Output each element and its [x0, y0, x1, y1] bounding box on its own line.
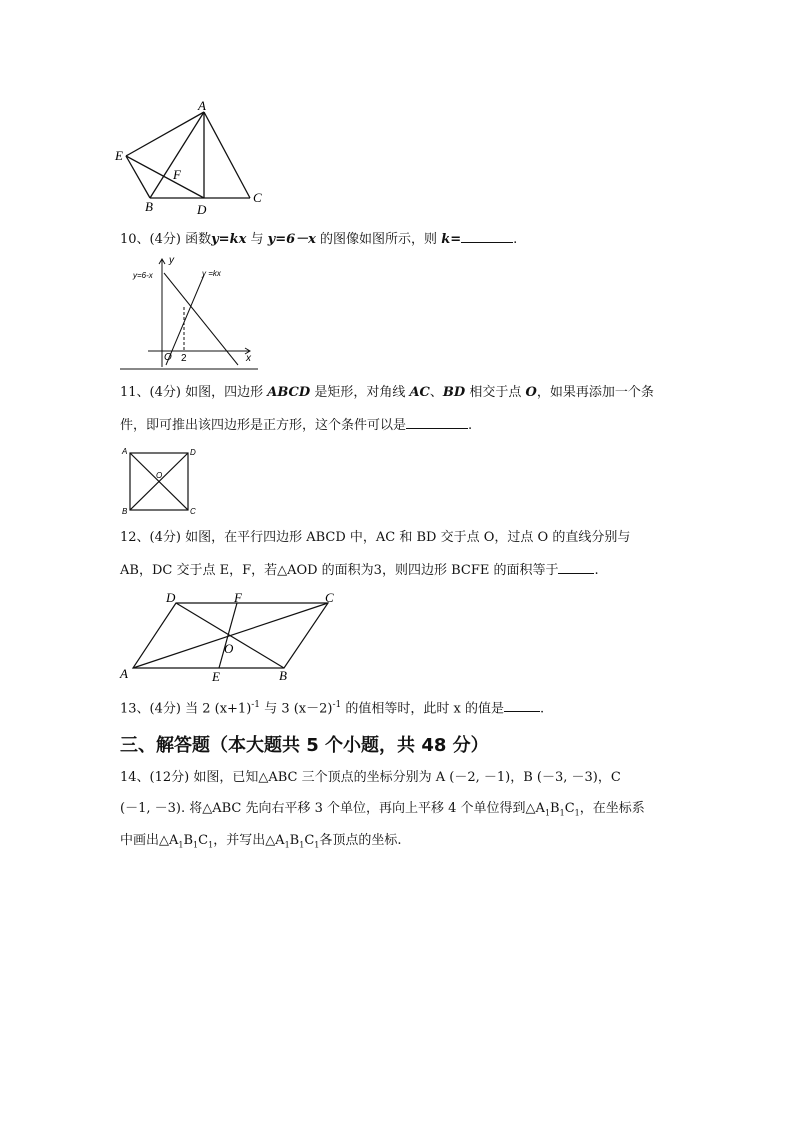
question-13 [120, 697, 544, 717]
q14-c: C [198, 833, 209, 848]
subscript: 1 [314, 840, 320, 850]
q10-text-3: 的图像如图所示，则 [320, 232, 438, 247]
q13-end: . [540, 701, 545, 717]
q13-text-3: 的值相等时，此时 x 的值是 [345, 701, 505, 717]
x-axis-label: x [246, 353, 251, 364]
tick-2-label: 2 [181, 353, 187, 364]
q13-text-1: 13、(4分) 当 2 (x+1) [120, 701, 252, 717]
figure-q11 [118, 444, 202, 518]
q14-b: B [289, 833, 300, 848]
subscript: 1 [574, 808, 580, 818]
segment-ef [219, 603, 237, 668]
subscript: 1 [178, 840, 184, 850]
label-b: B [145, 199, 153, 214]
question-12-line-2 [120, 561, 599, 579]
label-a: A [198, 98, 206, 113]
q14-b: B [550, 801, 560, 816]
y-axis-label: y [169, 255, 174, 266]
label-f: F [234, 590, 242, 605]
q11-text-4: ，如果再添加一个条 [536, 385, 654, 400]
q14-text-3: ，在坐标系 [579, 801, 645, 816]
q10-formula-1: y=kx [211, 232, 247, 247]
q14-text-2: (－1, －3). 将△ABC 先向右平移 3 个单位，再向上平移 4 个单位得到△A [120, 801, 545, 816]
seg-ac [204, 112, 250, 198]
q11-text-2: 是矩形，对角线 [314, 385, 406, 400]
label-d: D [190, 448, 196, 457]
section-3-heading: 三、解答题（本大题共 5 个小题，共 48 分） [120, 735, 489, 756]
q10-formula-2: y=6－x [267, 232, 316, 247]
q11-text-5: 件，即可推出该四边形是正方形，这个条件可以是 [120, 418, 407, 433]
label-a: A [122, 447, 128, 456]
label-a: A [120, 666, 128, 681]
q11-end: . [468, 418, 473, 433]
q14-text-6: 各顶点的坐标. [319, 833, 402, 848]
figure-q9 [112, 98, 272, 220]
q11-bd: BD [442, 385, 466, 400]
label-c: C [325, 590, 334, 605]
q10-end: . [513, 232, 518, 247]
q13-exp-1: -1 [251, 700, 261, 710]
q11-sep: 、 [429, 385, 443, 400]
q11-abcd: ABCD [267, 385, 311, 400]
figure-q12 [116, 588, 346, 684]
q11-ac: AC [409, 385, 430, 400]
q10-answer-blank[interactable] [461, 230, 513, 243]
q10-number: 10、(4分) [120, 232, 181, 247]
q10-text-1: 函数 [185, 232, 212, 247]
subscript: 1 [284, 840, 290, 850]
q14-text-1: 14、(12分) 如图，已知△ABC 三个顶点的坐标分别为 A (－2, －1)，B (－3, －3)，C [120, 770, 621, 785]
q14-text-4: 中画出△A [120, 833, 179, 848]
q14-c: C [564, 801, 575, 816]
label-d: D [197, 202, 207, 217]
question-14-line-1 [120, 770, 621, 786]
question-10 [120, 230, 517, 248]
q12-answer-blank[interactable] [558, 561, 594, 574]
q13-exp-2: -1 [332, 700, 342, 710]
label-o: O [156, 471, 163, 480]
q10-k-label: k= [441, 232, 462, 247]
question-12-line-1 [120, 530, 630, 546]
q12-text-2: AB，DC 交于点 E，F，若△AOD 的面积为3，则四边形 BCFE 的面积等于 [120, 563, 559, 578]
q12-text-1: 12、(4分) 如图，在平行四边形 ABCD 中，AC 和 BD 交于点 O，过点 O 的直线分别与 [120, 530, 631, 545]
line-label-y-6-minus-x: y=6-x [133, 271, 153, 280]
label-e: E [212, 669, 220, 684]
diagonal-bd [176, 603, 284, 668]
figure-q10 [118, 253, 260, 373]
q11-answer-blank[interactable] [406, 416, 468, 429]
label-c: C [190, 507, 196, 516]
q11-text-3: 相交于点 [469, 385, 522, 400]
origin-label: O [164, 352, 172, 363]
label-f: F [173, 167, 181, 182]
label-o: O [224, 641, 234, 656]
q14-text-5: ，并写出△A [213, 833, 285, 848]
subscript: 1 [208, 840, 214, 850]
question-11-line-1 [120, 385, 654, 401]
q12-end: . [594, 563, 599, 578]
q13-text-2: 与 3 (x－2) [264, 701, 333, 717]
question-14-line-3 [120, 833, 402, 854]
subscript: 1 [544, 808, 551, 818]
q11-o: O [525, 385, 537, 400]
q10-text-2: 与 [250, 232, 264, 247]
q14-b: B [183, 833, 194, 848]
label-d: D [166, 590, 176, 605]
seg-ab [150, 112, 204, 198]
label-b: B [279, 668, 287, 683]
label-e: E [115, 148, 123, 163]
subscript: 1 [299, 840, 305, 850]
subscript: 1 [193, 840, 199, 850]
question-11-line-2 [120, 416, 472, 434]
q14-c: C [304, 833, 315, 848]
label-c: C [253, 190, 262, 205]
line-label-y-kx: y =kx [202, 269, 221, 278]
question-14-line-2 [120, 801, 645, 822]
subscript: 1 [559, 808, 565, 818]
q13-answer-blank[interactable] [504, 699, 540, 712]
seg-ea [126, 112, 204, 156]
label-b: B [122, 507, 128, 516]
q11-text-1: 11、(4分) 如图，四边形 [120, 385, 264, 400]
